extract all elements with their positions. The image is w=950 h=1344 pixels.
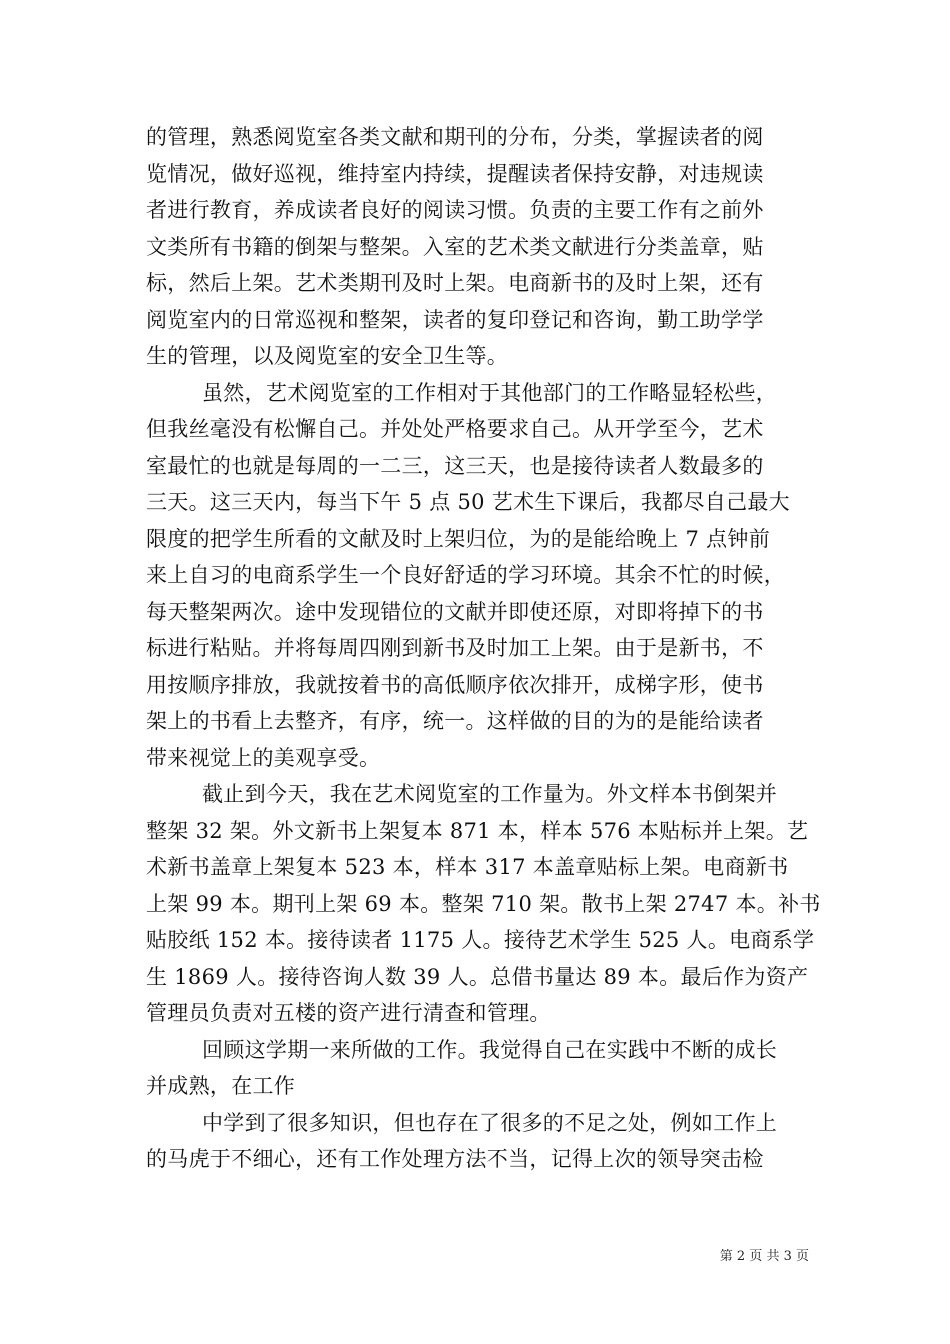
text-line: 贴胶纸 152 本。接待读者 1175 人。接待艺术学生 525 人。电商系学	[146, 928, 815, 952]
text-line: 管理员负责对五楼的资产进行清查和管理。	[146, 1001, 551, 1025]
text-line: 阅览室内的日常巡视和整架，读者的复印登记和咨询，勤工助学学	[146, 307, 764, 332]
paragraph-first-line: 截止到今天，我在艺术阅览室的工作量为。外文样本书倒架并	[202, 782, 778, 806]
text-line: 带来视觉上的美观享受。	[146, 745, 381, 770]
text-line: 术新书盖章上架复本 523 本，样本 317 本盖章贴标上架。电商新书	[146, 855, 789, 879]
text-line: 并成熟，在工作	[146, 1074, 296, 1098]
text-line: 者进行教育，养成读者良好的阅读习惯。负责的主要工作有之前外	[146, 198, 764, 222]
text-line: 用按顺序排放，我就按着书的高低顺序依次排开，成梯字形，使书	[146, 672, 764, 697]
paragraph-first-line: 中学到了很多知识，但也存在了很多的不足之处，例如工作上	[202, 1110, 778, 1135]
text-line: 每天整架两次。途中发现错位的文献并即使还原，对即将掉下的书	[146, 599, 764, 624]
page-number-footer: 第 2 页 共 3 页	[719, 1249, 809, 1264]
text-line: 上架 99 本。期刊上架 69 本。整架 710 架。散书上架 2747 本。补书	[146, 891, 821, 916]
text-line: 标进行粘贴。并将每周四刚到新书及时加工上架。由于是新书，不	[146, 636, 764, 660]
text-line: 览情况，做好巡视，维持室内持续，提醒读者保持安静，对违规读	[146, 161, 764, 186]
text-line: 文类所有书籍的倒架与整架。入室的艺术类文献进行分类盖章，贴	[146, 234, 764, 259]
text-line: 生 1869 人。接待咨询人数 39 人。总借书量达 89 本。最后作为资产	[146, 964, 809, 989]
text-line: 限度的把学生所看的文献及时上架归位，为的是能给晚上 7 点钟前	[146, 526, 771, 551]
text-line: 的管理，熟悉阅览室各类文献和期刊的分布，分类，掌握读者的阅	[146, 125, 764, 149]
text-line: 架上的书看上去整齐，有序，统一。这样做的目的为的是能给读者	[146, 709, 764, 733]
text-line: 的马虎于不细心，还有工作处理方法不当，记得上次的领导突击检	[146, 1147, 764, 1171]
text-line: 整架 32 架。外文新书上架复本 871 本，样本 576 本贴标并上架。艺	[146, 818, 809, 843]
document-body	[146, 119, 821, 1178]
paragraph-first-line: 虽然，艺术阅览室的工作相对于其他部门的工作略显轻松些，	[202, 380, 778, 405]
text-line: 但我丝毫没有松懈自己。并处处严格要求自己。从开学至今，艺术	[146, 417, 764, 441]
text-line: 生的管理，以及阅览室的安全卫生等。	[146, 344, 509, 368]
paragraph-first-line: 回顾这学期一来所做的工作。我觉得自己在实践中不断的成长	[202, 1037, 778, 1062]
text-line: 标，然后上架。艺术类期刊及时上架。电商新书的及时上架，还有	[146, 271, 764, 295]
text-line: 来上自习的电商系学生一个良好舒适的学习环境。其余不忙的时候，	[146, 563, 785, 587]
text-line: 三天。这三天内，每当下午 5 点 50 艺术生下课后，我都尽自己最大	[146, 490, 790, 514]
text-line: 室最忙的也就是每周的一二三，这三天，也是接待读者人数最多的	[146, 453, 764, 478]
